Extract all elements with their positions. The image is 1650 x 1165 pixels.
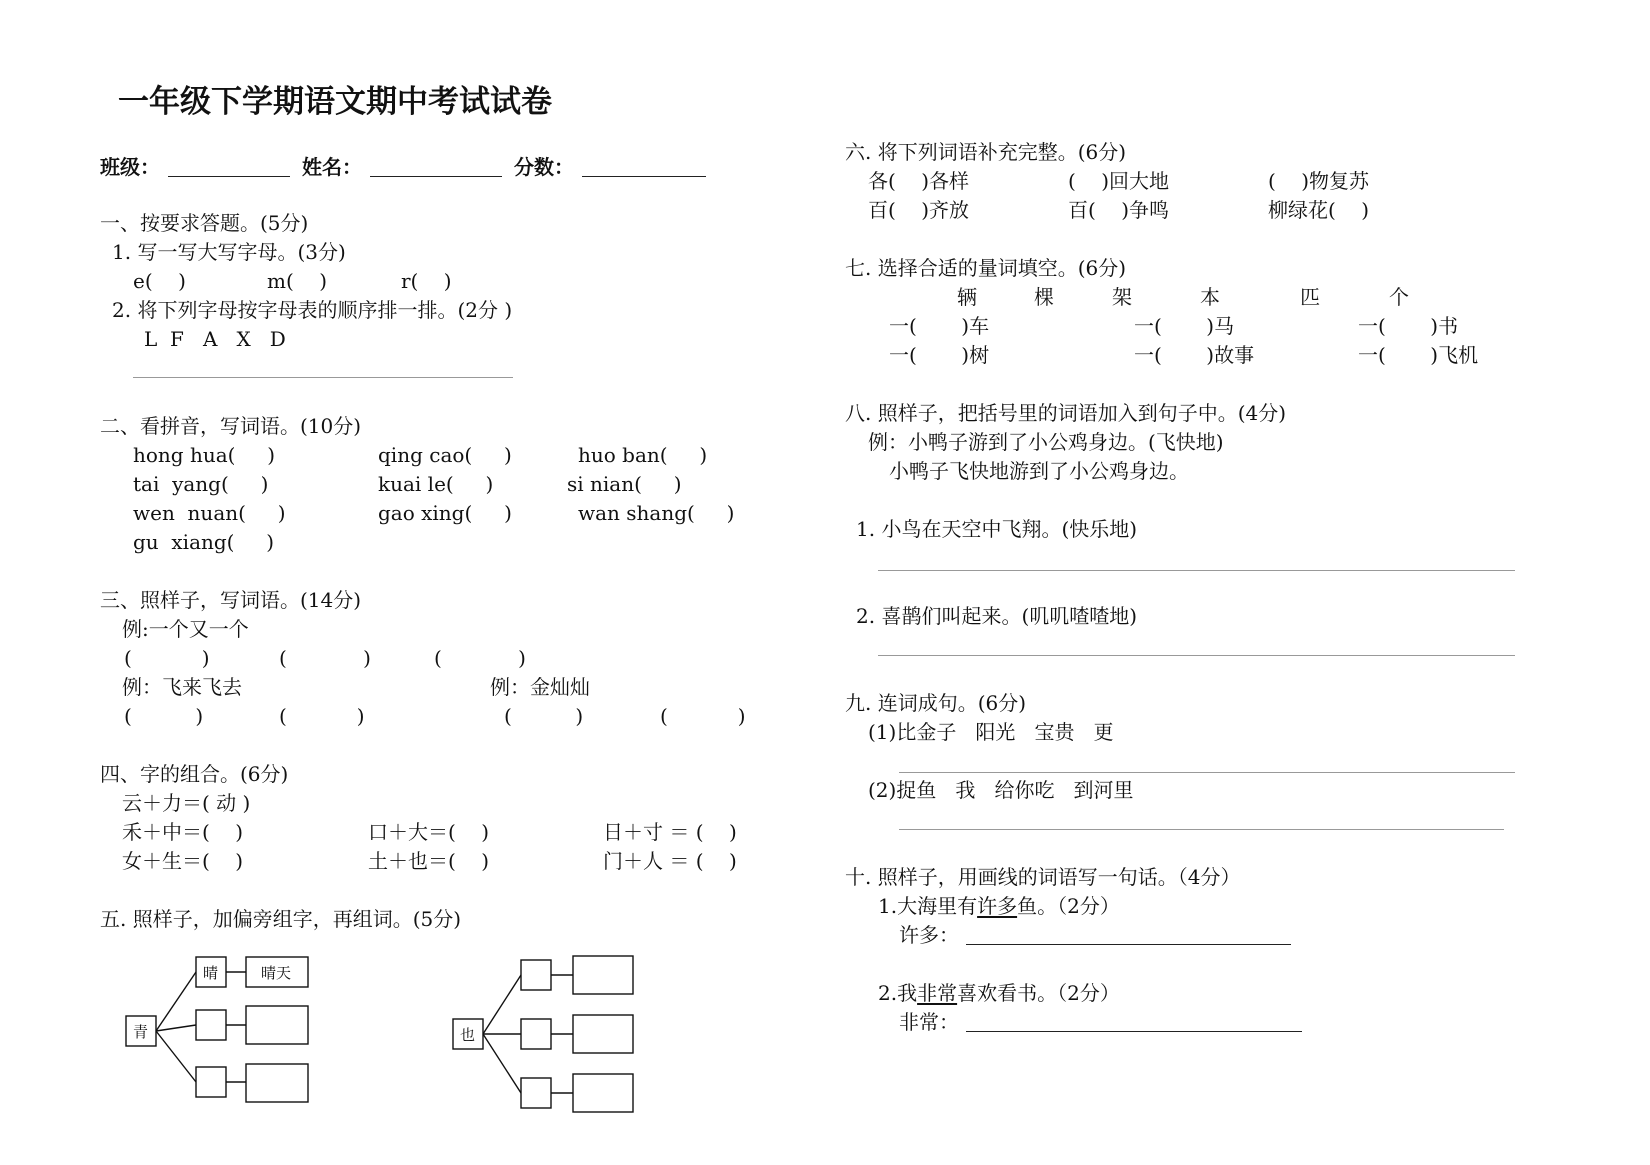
s7-word: 本 [1200,285,1220,309]
section-6-heading: 六. 将下列词语补充完整。(6分) [845,140,1127,164]
s7-item: 一( )飞机 [1358,343,1479,367]
s8-answer-line-2[interactable] [878,655,1515,656]
section-4-heading: 四、字的组合。(6分) [100,762,289,786]
s7-word: 匹 [1300,285,1320,309]
s7-word: 架 [1112,285,1132,309]
section-1-heading: 一、按要求答题。(5分) [100,211,309,235]
s10-answer-line-1[interactable] [966,944,1291,945]
s4-item: 禾＋中＝( ) [122,820,244,844]
score-label: 分数： [514,155,574,179]
s5-word-box [246,1064,308,1102]
s3-example-1: 例:一个又一个 [122,617,249,641]
section-10-heading: 十. 照样子，用画线的词语写一句话。（4分） [845,865,1241,889]
s7-item: 一( )故事 [1134,343,1255,367]
section-9-heading: 九. 连词成句。(6分) [845,691,1027,715]
s5-char-box [521,1019,551,1049]
pinyin-item: gao xing( ) [378,501,512,525]
pinyin-item: qing cao( ) [378,443,512,467]
s10-underlined-word-1: 许多 [977,894,1018,918]
s10-question-2: 2.我非常喜欢看书。（2分） [878,981,1120,1005]
s3-blank: ( ) [279,646,371,670]
s5-word-box [573,956,633,994]
s6-item: 柳绿花( ) [1268,198,1370,222]
s7-word: 个 [1389,285,1409,309]
pinyin-item: tai yang( ) [133,472,269,496]
s7-item: 一( )马 [1134,314,1235,338]
s6-item: ( )物复苏 [1268,169,1370,193]
s10-label-1: 许多： [899,923,959,947]
s10-underlined-word-2: 非常 [917,981,958,1005]
s5-root-char-2: 也 [460,1026,476,1044]
s5-word-box [246,1006,308,1044]
pinyin-item: wan shang( ) [578,501,735,525]
s9-question-1: (1)比金子 阳光 宝贵 更 [868,720,1114,744]
s3-blank: ( ) [279,704,365,728]
s3-example-2: 例：飞来飞去 [122,675,242,699]
s9-answer-line-2[interactable] [899,829,1504,830]
s10-label-2: 非常： [899,1010,959,1034]
s8-example: 例：小鸭子游到了小公鸡身边。(飞快地) [868,430,1224,454]
s4-item: 土＋也＝( ) [368,849,490,873]
s7-item: 一( )书 [1358,314,1459,338]
s9-question-2: (2)捉鱼 我 给你吃 到河里 [868,778,1134,802]
s3-blank: ( ) [434,646,526,670]
s4-item: 门＋人 ＝ ( ) [603,849,737,873]
s5-char-box [521,960,551,990]
section-7-heading: 七. 选择合适的量词填空。(6分) [845,256,1127,280]
s6-item: 各( )各样 [868,169,970,193]
section-5-heading: 五. 照样子，加偏旁组字，再组词。(5分) [100,907,462,931]
s7-item: 一( )车 [889,314,990,338]
s1-item: r( ) [401,269,452,293]
s8-answer-line-1[interactable] [878,570,1515,571]
s1-item: m( ) [267,269,327,293]
pinyin-item: gu xiang( ) [133,530,275,554]
s4-item: 口＋大＝( ) [368,820,490,844]
s8-example-answer: 小鸭子飞快地游到了小公鸡身边。 [889,459,1189,483]
s3-blank: ( ) [124,646,210,670]
s7-item: 一( )树 [889,343,990,367]
section-2-heading: 二、看拼音，写词语。(10分) [100,414,362,438]
s5-word-box [573,1074,633,1112]
s5-char-box [196,1010,226,1040]
s8-question-2: 2. 喜鹊们叫起来。(叽叽喳喳地) [856,604,1138,628]
pinyin-item: si nian( ) [567,472,682,496]
s1-letters: L F A X D [144,327,286,351]
pinyin-item: hong hua( ) [133,443,276,467]
s1-question-1: 1. 写一写大写字母。(3分) [112,240,346,264]
section-3-heading: 三、照样子，写词语。(14分) [100,588,362,612]
s3-blank: ( ) [504,704,584,728]
s3-blank: ( ) [660,704,746,728]
section-8-heading: 八. 照样子，把括号里的词语加入到句子中。(4分) [845,401,1287,425]
s6-item: 百( )齐放 [868,198,970,222]
s7-word: 棵 [1034,285,1054,309]
page-title: 一年级下学期语文期中考试试卷 [118,84,552,120]
s4-example: 云＋力＝( 动 ) [122,791,251,815]
s3-example-3: 例：金灿灿 [490,675,590,699]
s4-item: 日＋寸 ＝ ( ) [603,820,737,844]
s3-blank: ( ) [124,704,204,728]
s10-question-1: 1.大海里有许多鱼。（2分） [878,894,1120,918]
s5-char-box [521,1078,551,1108]
s5-char-box [196,1067,226,1097]
s9-answer-line-1[interactable] [899,772,1515,773]
s6-item: 百( )争鸣 [1068,198,1170,222]
s5-word-box [573,1015,633,1053]
class-label: 班级： [100,155,160,179]
s1-item: e( ) [133,269,186,293]
pinyin-item: wen nuan( ) [133,501,286,525]
s7-word: 辆 [957,285,977,309]
s5-example-word: 晴天 [261,964,292,982]
s8-question-1: 1. 小鸟在天空中飞翔。(快乐地) [856,517,1138,541]
pinyin-item: huo ban( ) [578,443,708,467]
s5-root-char-1: 青 [133,1023,149,1041]
s10-answer-line-2[interactable] [966,1031,1302,1032]
name-label: 姓名： [302,155,362,179]
s6-item: ( )回大地 [1068,169,1170,193]
s1-question-2: 2. 将下列字母按字母表的顺序排一排。(2分 ) [112,298,513,322]
pinyin-item: kuai le( ) [378,472,494,496]
s4-item: 女＋生＝( ) [122,849,244,873]
s5-example-char: 晴 [203,964,219,982]
